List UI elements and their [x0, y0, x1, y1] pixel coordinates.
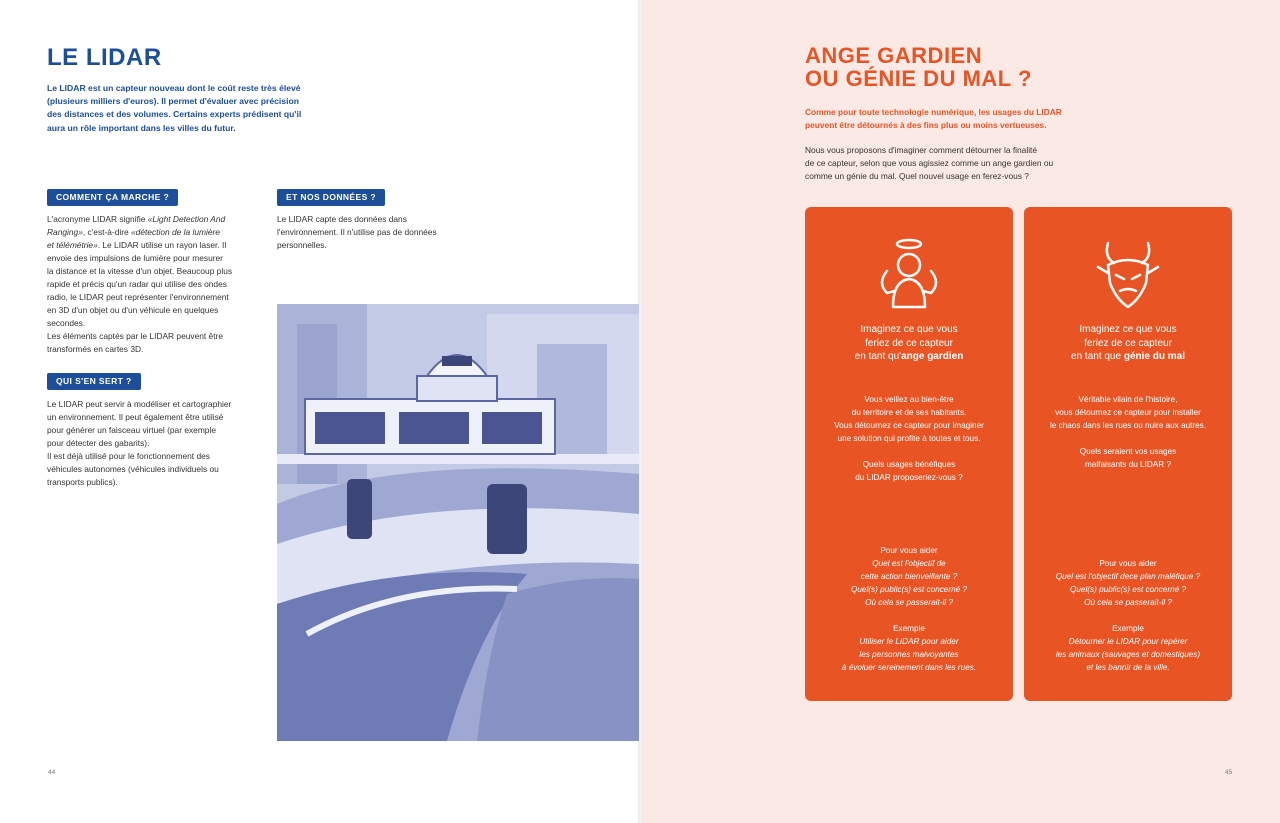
who-paragraph — [47, 398, 252, 489]
help-line: Quel est l'objectif dece plan maléfique ? — [1055, 572, 1201, 581]
prompt-line: Imaginez ce que vous — [860, 324, 958, 335]
prompt-line: Imaginez ce que vous — [1079, 324, 1177, 335]
data-paragraph — [277, 213, 477, 252]
intro-line: (plusieurs milliers d'euros). Il permet d'évaluer avec précision — [47, 96, 299, 107]
devil-prompt — [1024, 323, 1232, 364]
body-line: Quels seraient vos usages — [1079, 447, 1177, 456]
body-line: Quels usages bénéfiques — [862, 460, 956, 469]
angel-prompt — [805, 323, 1013, 364]
body-line — [1034, 432, 1222, 445]
text-line: personnelles. — [277, 240, 327, 250]
angel-card — [805, 207, 1013, 701]
text-line: radio, le LIDAR peut représenter l'environnement — [47, 292, 229, 302]
body-line: malfaisants du LIDAR ? — [1084, 460, 1171, 469]
text-line: un environnement. Il peut également être utilisé — [47, 412, 224, 422]
text-line: envoie des impulsions de lumière pour mesurer — [47, 253, 223, 263]
devil-card — [1024, 207, 1232, 701]
text-line: pour générer un faisceau virtuel (par exemple — [47, 425, 216, 435]
body-line: du LIDAR proposeriez-vous ? — [855, 473, 963, 482]
help-title: Pour vous aider — [880, 546, 938, 555]
page-title-lidar: LE LIDAR — [47, 44, 162, 71]
body-line: Véritable vilain de l'histoire, — [1078, 395, 1178, 404]
help-line: Quel(s) public(s) est concerné ? — [1069, 585, 1187, 594]
body-line — [815, 445, 1003, 458]
text-line: l'environnement. Il n'utilise pas de données — [277, 227, 437, 237]
text-line: Ranging», c'est-à-dire «détection de la lumière — [47, 227, 220, 237]
intro-line: aura un rôle important dans les villes du futur. — [47, 122, 236, 133]
intro-line: Le LIDAR est un capteur nouveau dont le coût reste très élevé — [47, 83, 301, 93]
title-line: OU GÉNIE DU MAL ? — [805, 66, 1032, 91]
help-title: Pour vous aider — [1099, 559, 1157, 568]
example-title: Exemple — [893, 624, 925, 633]
text-line: Le LIDAR peut servir à modéliser et cartographier — [47, 399, 232, 409]
text-line: en 3D d'un objet ou d'un véhicule en quelques — [47, 305, 219, 315]
page-number-left: 44 — [48, 769, 56, 776]
example-line: les animaux (sauvages et domestiques) — [1055, 650, 1201, 659]
spacer — [1034, 609, 1222, 622]
body-line: une solution qui profite à toutes et tous. — [837, 434, 981, 443]
help-line: Quel est l'objectif de — [872, 559, 946, 568]
spacer — [815, 609, 1003, 622]
help-line: Quel(s) public(s) est concerné ? — [850, 585, 968, 594]
text-line: rapide et précis qu'un radar qui utilise des ondes — [47, 279, 227, 289]
lead-right — [805, 144, 1095, 183]
section-tag-how: COMMENT ÇA MARCHE ? — [47, 189, 178, 206]
help-line: Où cela se passerait-il ? — [1084, 598, 1172, 607]
body-line: vous détournez ce capteur pour installer — [1055, 408, 1201, 417]
body-line: du territoire et de ses habitants. — [851, 408, 967, 417]
how-paragraph — [47, 213, 252, 356]
example-line: Utiliser le LIDAR pour aider — [859, 637, 959, 646]
text-line: L'acronyme LIDAR signifie «Light Detection And — [47, 214, 226, 224]
text-line: et télémétrie». Le LIDAR utilise un rayon laser. Il — [47, 240, 227, 250]
intro-right — [805, 106, 1105, 132]
text-line: transformés en cartes 3D. — [47, 344, 144, 354]
help-line: Où cela se passerait-il ? — [865, 598, 953, 607]
lead-line: de ce capteur, selon que vous agissiez comme un ange gardien ou — [805, 158, 1054, 168]
intro-line: Comme pour toute technologie numérique, les usages du LIDAR — [805, 107, 1062, 117]
lead-line: Nous vous proposons d'imaginer comment détourner la finalité — [805, 145, 1038, 155]
lidar-car-illustration — [277, 304, 639, 741]
angel-body — [815, 393, 1003, 484]
intro-line: des distances et des volumes. Certains experts prédisent qu'il — [47, 109, 302, 120]
intro-line: peuvent être détournés à des fins plus ou moins vertueuses. — [805, 120, 1047, 130]
text-line: transports publics). — [47, 477, 118, 487]
prompt-line: feriez de ce capteur — [1084, 337, 1172, 349]
title-line: ANGE GARDIEN — [805, 43, 983, 68]
example-line: à évoluer sereinement dans les rues. — [841, 663, 977, 672]
example-title: Exemple — [1112, 624, 1144, 633]
text-line: la distance et la vitesse d'un objet. Beaucoup plus — [47, 266, 233, 276]
section-tag-data: ET NOS DONNÉES ? — [277, 189, 385, 206]
text-line: Les éléments captés par le LIDAR peuvent être — [47, 331, 223, 341]
prompt-line: en tant que génie du mal — [1071, 351, 1185, 362]
text-line: Il est déjà utilisé pour le fonctionnement des — [47, 451, 210, 461]
section-tag-who: QUI S'EN SERT ? — [47, 373, 141, 390]
example-line: les personnes malvoyantes — [859, 650, 959, 659]
help-line: cette action bienveillante ? — [860, 572, 958, 581]
lead-line: comme un génie du mal. Quel nouvel usage en ferez-vous ? — [805, 171, 1029, 181]
example-line: et les bannir de la ville. — [1086, 663, 1170, 672]
body-line: Vous veillez au bien-être — [864, 395, 954, 404]
angel-help — [815, 544, 1003, 674]
text-line: secondes. — [47, 318, 86, 328]
body-line: le chaos dans les rues ou nuire aux autres. — [1049, 421, 1207, 430]
text-line: pour détecter des gabarits). — [47, 438, 150, 448]
lidar-car-photo — [277, 304, 639, 741]
text-line: véhicules autonomes (véhicules individuels ou — [47, 464, 219, 474]
devil-body — [1034, 393, 1222, 471]
prompt-line: en tant qu'ange gardien — [854, 351, 964, 362]
text-line: Le LIDAR capte des données dans — [277, 214, 407, 224]
devil-help — [1034, 557, 1222, 674]
example-line: Détourner le LIDAR pour repérer — [1068, 637, 1188, 646]
intro-paragraph — [47, 82, 302, 135]
prompt-line: feriez de ce capteur — [865, 337, 953, 349]
page-number-right: 45 — [1225, 769, 1233, 776]
page-title-ange-gardien — [805, 44, 1032, 90]
angel-icon — [875, 237, 943, 313]
devil-icon — [1094, 237, 1162, 313]
body-line: Vous détournez ce capteur pour imaginer — [834, 421, 984, 430]
